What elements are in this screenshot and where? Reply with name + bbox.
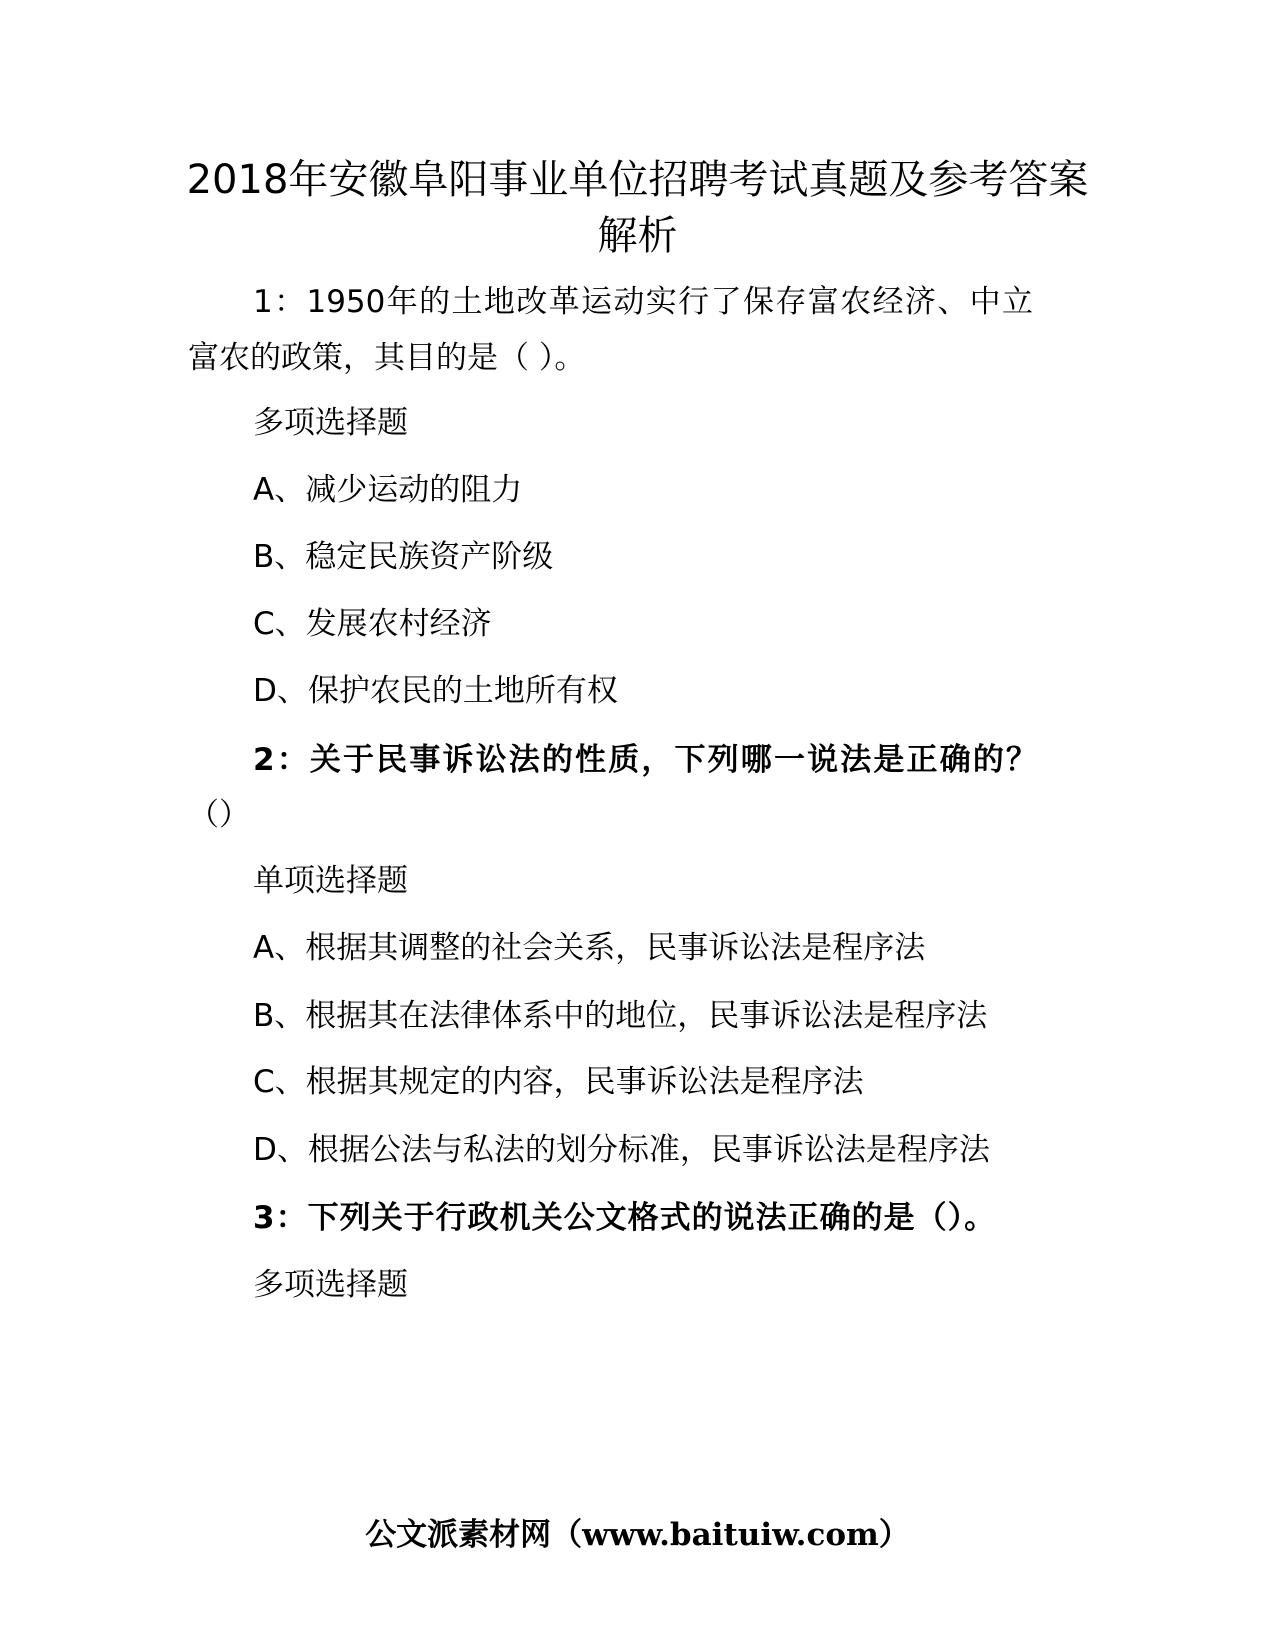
question-2-option-b: B、根据其在法律体系中的地位，民事诉讼法是程序法 — [253, 998, 988, 1034]
question-2-option-d: D、根据公法与私法的划分标准，民事诉讼法是程序法 — [253, 1132, 990, 1168]
question-2-line-2: （） — [188, 797, 250, 833]
footer-source: 公文派素材网（www.baituiw.com） — [365, 1517, 910, 1553]
question-1-option-c: C、发展农村经济 — [253, 606, 492, 642]
question-2-line-1: 2：关于民事诉讼法的性质，下列哪一说法是正确的？ — [253, 742, 1038, 778]
question-1-line-1: 1：1950年的土地改革运动实行了保存富农经济、中立 — [253, 284, 1033, 320]
question-1-line-2: 富农的政策，其目的是（ ）。 — [188, 340, 586, 376]
document-title: 2018年安徽阜阳事业单位招聘考试真题及参考答案解析 — [186, 157, 1089, 259]
question-1-option-a: A、减少运动的阻力 — [253, 472, 523, 508]
question-2-option-a: A、根据其调整的社会关系，民事诉讼法是程序法 — [253, 930, 926, 966]
question-1-type: 多项选择题 — [253, 405, 408, 441]
question-3-line-1: 3：下列关于行政机关公文格式的说法正确的是（）。 — [253, 1200, 997, 1236]
question-3-type: 多项选择题 — [253, 1267, 408, 1303]
question-2-option-c: C、根据其规定的内容，民事诉讼法是程序法 — [253, 1064, 864, 1100]
question-2-type: 单项选择题 — [253, 863, 408, 899]
question-1-option-b: B、稳定民族资产阶级 — [253, 539, 554, 575]
question-1-option-d: D、保护农民的土地所有权 — [253, 673, 618, 709]
